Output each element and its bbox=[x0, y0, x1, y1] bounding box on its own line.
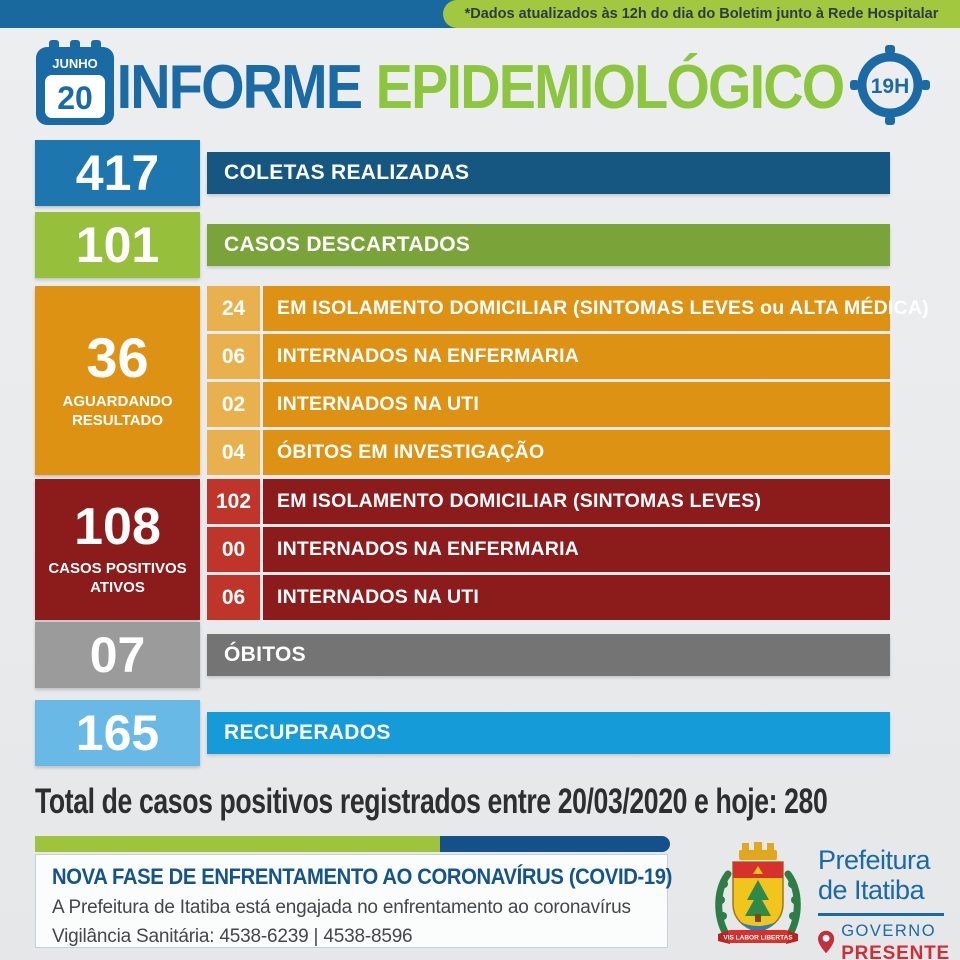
positivos-item-value: 06 bbox=[207, 575, 260, 620]
clock-time-label: 19H bbox=[870, 75, 910, 98]
obitos-value-block bbox=[35, 622, 200, 688]
total-cases-line: Total de casos positivos registrados entre 20/03/2020 e hoje: 280 bbox=[35, 782, 828, 821]
positivos-item-label: EM ISOLAMENTO DOMICILIAR (SINTOMAS LEVES) bbox=[263, 479, 890, 524]
aguardando-label: AGUARDANDO RESULTADO bbox=[62, 393, 173, 429]
calendar-day-label: 20 bbox=[57, 80, 93, 116]
footer-box-line1: A Prefeitura de Itatiba está engajada no enfrentamento ao coronavírus bbox=[52, 897, 631, 918]
aguardando-item-label: EM ISOLAMENTO DOMICILIAR (SINTOMAS LEVES ou ALTA MÉDICA) bbox=[263, 286, 890, 331]
coletas-value-block bbox=[35, 140, 200, 206]
page-title-epidemiologico: EPIDEMIOLÓGICO bbox=[375, 52, 844, 122]
positivos-value-block bbox=[35, 479, 200, 620]
slogan-line1: GOVERNO bbox=[841, 922, 937, 941]
clock-icon bbox=[850, 45, 930, 125]
footer-accent-bar-green bbox=[35, 836, 440, 852]
obitos-label-bar: ÓBITOS bbox=[207, 634, 890, 676]
crest-motto: VIS LABOR LIBERTAS bbox=[723, 934, 793, 942]
aguardando-value: 36 bbox=[86, 326, 149, 390]
obitos-value: 07 bbox=[89, 627, 146, 683]
branding-divider bbox=[818, 913, 944, 916]
positivos-item-value: 00 bbox=[207, 527, 260, 572]
location-pin-icon bbox=[818, 924, 834, 960]
aguardando-item-label: INTERNADOS NA ENFERMARIA bbox=[263, 334, 890, 379]
coletas-value: 417 bbox=[75, 145, 160, 201]
aguardando-item-value: 04 bbox=[207, 430, 260, 475]
recuperados-label-bar: RECUPERADOS bbox=[207, 712, 890, 754]
footer-info-box bbox=[35, 854, 672, 948]
footer-box-line2: Vigilância Sanitária: 4538-6239 | 4538-8596 bbox=[52, 926, 413, 947]
footer-accent-bar-blue bbox=[440, 836, 670, 852]
page-title-informe: INFORME bbox=[116, 52, 362, 122]
update-note: *Dados atualizados às 12h do dia do Boletim junto à Rede Hospitalar bbox=[443, 0, 960, 28]
aguardando-item-label: INTERNADOS NA UTI bbox=[263, 382, 890, 427]
descartados-value-block bbox=[35, 212, 200, 278]
aguardando-value-block bbox=[35, 286, 200, 475]
descartados-label-bar: CASOS DESCARTADOS bbox=[207, 224, 890, 266]
descartados-value: 101 bbox=[75, 217, 160, 273]
aguardando-item-value: 06 bbox=[207, 334, 260, 379]
aguardando-item-value: 24 bbox=[207, 286, 260, 331]
positivos-item-label: INTERNADOS NA UTI bbox=[263, 575, 890, 620]
recuperados-value: 165 bbox=[75, 705, 160, 761]
org-name-line1: Prefeitura bbox=[818, 845, 931, 875]
aguardando-item-label: ÓBITOS EM INVESTIGAÇÃO bbox=[263, 430, 890, 475]
coletas-label-bar: COLETAS REALIZADAS bbox=[207, 152, 890, 194]
calendar-month-label: JUNHO bbox=[52, 56, 98, 71]
itatiba-coat-of-arms bbox=[712, 842, 804, 954]
slogan-line2: PRESENTE bbox=[841, 943, 950, 960]
branding-block bbox=[818, 846, 950, 960]
aguardando-item-value: 02 bbox=[207, 382, 260, 427]
positivos-item-label: INTERNADOS NA ENFERMARIA bbox=[263, 527, 890, 572]
positivos-item-value: 102 bbox=[207, 479, 260, 524]
calendar-icon bbox=[35, 40, 115, 126]
page-title bbox=[116, 52, 844, 122]
org-name-line2: de Itatiba bbox=[818, 874, 925, 905]
positivos-label: CASOS POSITIVOS ATIVOS bbox=[48, 560, 187, 596]
top-bar bbox=[0, 0, 960, 28]
footer-box-title: NOVA FASE DE ENFRENTAMENTO AO CORONAVÍRUS (COVID-19) bbox=[52, 864, 672, 889]
positivos-value: 108 bbox=[74, 498, 161, 557]
recuperados-value-block bbox=[35, 700, 200, 766]
